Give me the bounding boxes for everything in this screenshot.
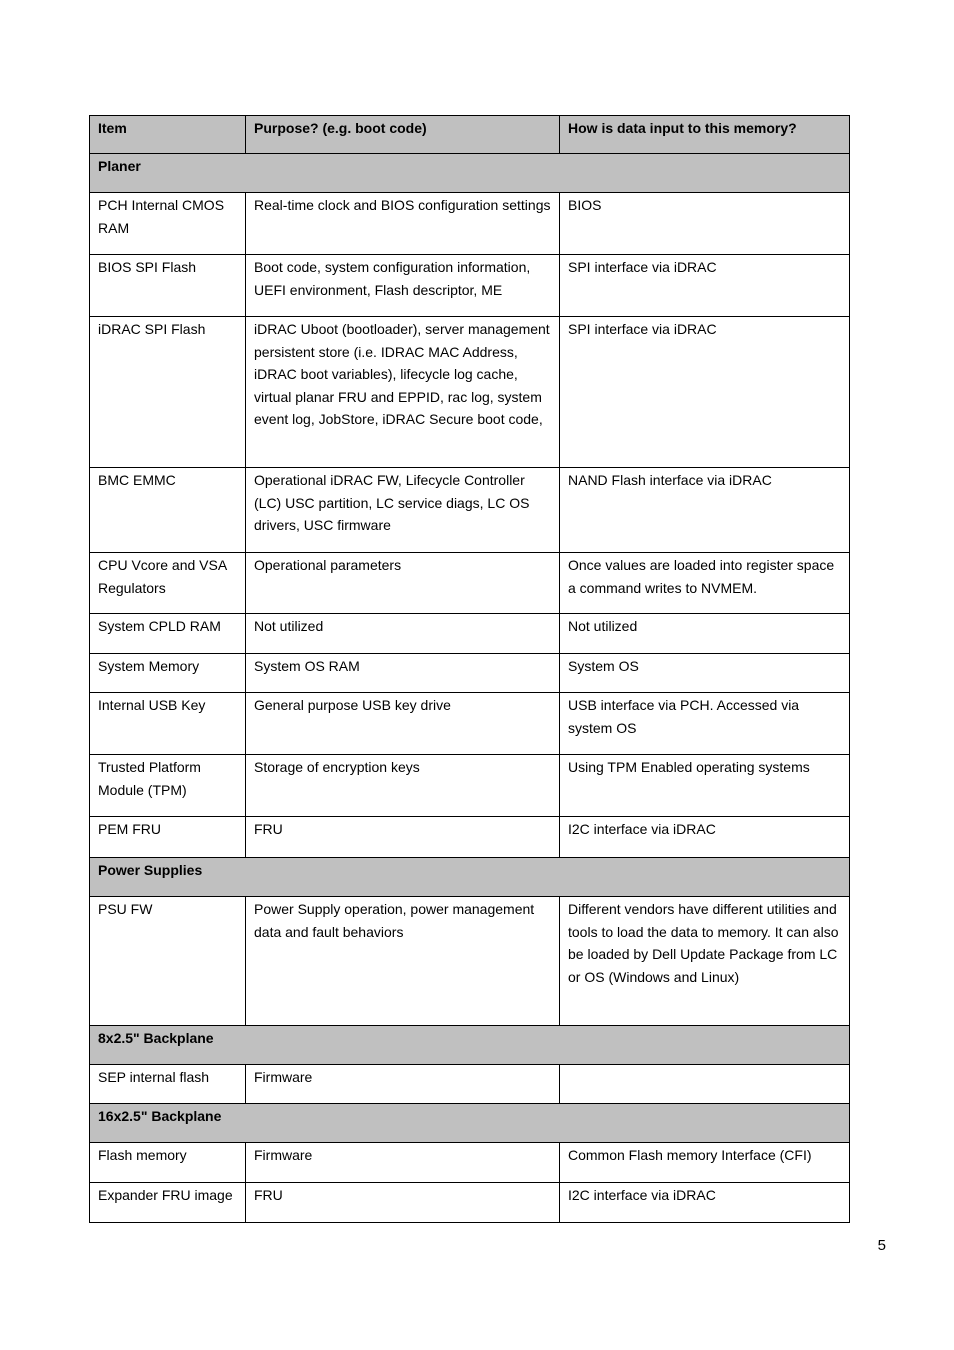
cell-purpose: Firmware — [246, 1143, 560, 1183]
cell-item: System Memory — [90, 654, 246, 693]
cell-data-input: I2C interface via iDRAC — [560, 1183, 850, 1223]
cell-purpose: FRU — [246, 817, 560, 858]
table-row — [90, 468, 850, 553]
cell-item: Expander FRU image — [90, 1183, 246, 1223]
cell-item: PSU FW — [90, 897, 246, 1026]
table-row — [90, 897, 850, 1026]
cell-data-input: I2C interface via iDRAC — [560, 817, 850, 858]
column-header-item: Item — [90, 116, 246, 154]
cell-data-input: USB interface via PCH. Accessed via system OS — [560, 693, 850, 755]
cell-purpose: Not utilized — [246, 614, 560, 654]
memory-inventory-table — [89, 115, 850, 1223]
cell-data-input: Common Flash memory Interface (CFI) — [560, 1143, 850, 1183]
cell-data-input: Not utilized — [560, 614, 850, 654]
cell-data-input: Once values are loaded into register space a command writes to NVMEM. — [560, 553, 850, 614]
column-header-purpose: Purpose? (e.g. boot code) — [246, 116, 560, 154]
table-row — [90, 1143, 850, 1183]
table-row — [90, 693, 850, 755]
table-row — [90, 193, 850, 255]
table-row — [90, 654, 850, 693]
cell-item: BIOS SPI Flash — [90, 255, 246, 317]
cell-purpose: Operational parameters — [246, 553, 560, 614]
cell-item: PEM FRU — [90, 817, 246, 858]
cell-data-input: System OS — [560, 654, 850, 693]
cell-data-input: SPI interface via iDRAC — [560, 317, 850, 468]
cell-item: Flash memory — [90, 1143, 246, 1183]
cell-item: PCH Internal CMOS RAM — [90, 193, 246, 255]
column-header-data-input: How is data input to this memory? — [560, 116, 850, 154]
cell-purpose: Power Supply operation, power management data and fault behaviors — [246, 897, 560, 1026]
section-row-16x2-5-backplane — [90, 1104, 850, 1143]
table-header-row — [90, 116, 850, 154]
cell-data-input: Different vendors have different utilities and tools to load the data to memory. It can also be loaded by Dell Update Package from LC or OS (Windows and Linux) — [560, 897, 850, 1026]
section-row-8x2-5-backplane — [90, 1026, 850, 1065]
cell-item: iDRAC SPI Flash — [90, 317, 246, 468]
cell-data-input: NAND Flash interface via iDRAC — [560, 468, 850, 553]
cell-purpose: Firmware — [246, 1065, 560, 1104]
cell-item: CPU Vcore and VSA Regulators — [90, 553, 246, 614]
cell-purpose: Real-time clock and BIOS configuration settings — [246, 193, 560, 255]
cell-data-input: Using TPM Enabled operating systems — [560, 755, 850, 817]
table-row — [90, 255, 850, 317]
cell-item: Trusted Platform Module (TPM) — [90, 755, 246, 817]
cell-purpose: iDRAC Uboot (bootloader), server management persistent store (i.e. IDRAC MAC Address, iDRAC boot variables), lifecycle log cache, virtual planar FRU and EPPID, rac log, system event log, JobStore, iDRAC Secure boot code, — [246, 317, 560, 468]
cell-item: Internal USB Key — [90, 693, 246, 755]
section-row-planer — [90, 154, 850, 193]
cell-purpose: Storage of encryption keys — [246, 755, 560, 817]
page-number: 5 — [877, 1237, 886, 1254]
table-row — [90, 614, 850, 654]
table-row — [90, 755, 850, 817]
cell-data-input — [560, 1065, 850, 1104]
table-row — [90, 1065, 850, 1104]
section-row-power-supplies — [90, 858, 850, 897]
cell-data-input: BIOS — [560, 193, 850, 255]
cell-purpose: FRU — [246, 1183, 560, 1223]
cell-purpose: System OS RAM — [246, 654, 560, 693]
section-title: Planer — [90, 154, 850, 193]
section-title: Power Supplies — [90, 858, 850, 897]
table-row — [90, 1183, 850, 1223]
cell-purpose: Boot code, system configuration information, UEFI environment, Flash descriptor, ME — [246, 255, 560, 317]
cell-item: BMC EMMC — [90, 468, 246, 553]
section-title: 16x2.5" Backplane — [90, 1104, 850, 1143]
table-row — [90, 317, 850, 468]
cell-item: System CPLD RAM — [90, 614, 246, 654]
section-title: 8x2.5" Backplane — [90, 1026, 850, 1065]
cell-purpose: General purpose USB key drive — [246, 693, 560, 755]
table-row — [90, 817, 850, 858]
table-row — [90, 553, 850, 614]
cell-item: SEP internal flash — [90, 1065, 246, 1104]
cell-purpose: Operational iDRAC FW, Lifecycle Controller (LC) USC partition, LC service diags, LC OS drivers, USC firmware — [246, 468, 560, 553]
cell-data-input: SPI interface via iDRAC — [560, 255, 850, 317]
